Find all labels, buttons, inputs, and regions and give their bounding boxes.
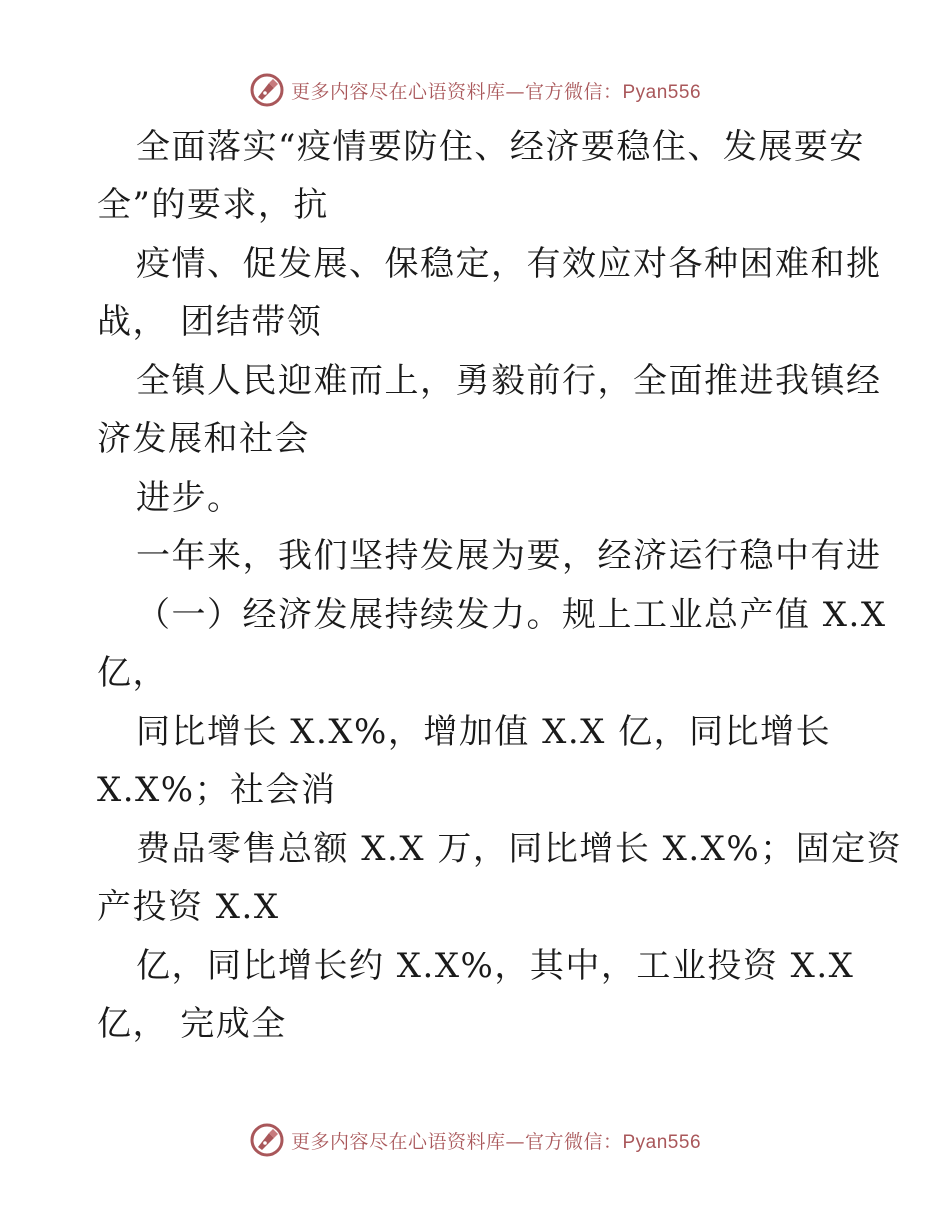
banner-wechat-id: Pyan556 bbox=[622, 81, 702, 103]
text-line: 进步。 bbox=[136, 478, 243, 518]
text-line: 疫情、促发展、保稳定，有效应对各种困难和挑 bbox=[136, 244, 882, 284]
text-line: 一年来，我们坚持发展为要，经济运行稳中有进 bbox=[136, 536, 882, 576]
banner-text-cn: 更多内容尽在心语资料库—官方微信： bbox=[290, 1130, 623, 1153]
text-line: 亿，同比增长约 X.X%，其中，工业投资 X.X bbox=[136, 946, 855, 986]
text-line: 亿， bbox=[97, 653, 168, 693]
banner-text-cn: 更多内容尽在心语资料库—官方微信： bbox=[290, 80, 623, 103]
text-line: 全面落实“疫情要防住、经济要稳住、发展要安 bbox=[136, 127, 865, 167]
text-line: 费品零售总额 X.X 万，同比增长 X.X%；固定资 bbox=[136, 829, 903, 869]
pen-nib-logo-icon bbox=[249, 1122, 285, 1158]
text-line: 产投资 X.X bbox=[97, 887, 280, 927]
banner-text bbox=[291, 1127, 701, 1154]
text-line: 济发展和社会 bbox=[97, 419, 310, 459]
text-line: （一）经济发展持续发力。规上工业总产值 X.X bbox=[136, 595, 887, 635]
text-line: X.X%；社会消 bbox=[97, 770, 337, 810]
text-line: 亿， 完成全 bbox=[97, 1004, 287, 1044]
text-line: 同比增长 X.X%，增加值 X.X 亿，同比增长 bbox=[136, 712, 832, 752]
footer-banner bbox=[0, 1120, 950, 1160]
text-line: 全镇人民迎难而上，勇毅前行，全面推进我镇经 bbox=[136, 361, 882, 401]
text-line: 全”的要求，抗 bbox=[97, 185, 329, 225]
banner-wechat-id: Pyan556 bbox=[622, 1131, 702, 1153]
text-line: 战， 团结带领 bbox=[97, 302, 323, 342]
